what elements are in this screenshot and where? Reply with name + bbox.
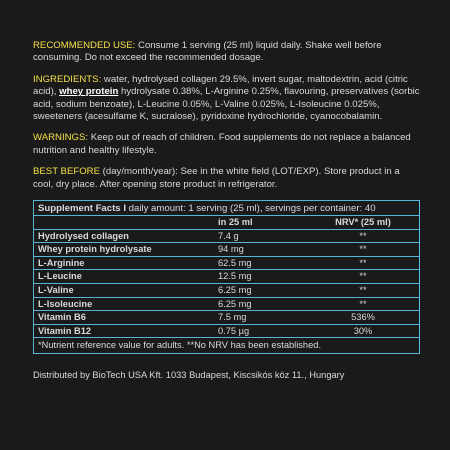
nutrient-amount: 6.25 mg	[218, 285, 252, 296]
best-before-label: BEST BEFORE	[33, 166, 100, 178]
nutrient-name: Vitamin B12	[38, 325, 92, 336]
column-header-amount: in 25 ml	[218, 217, 253, 228]
nutrient-amount: 62.5 mg	[218, 257, 252, 268]
facts-rows	[34, 230, 419, 339]
table-row	[34, 298, 419, 312]
table-row	[34, 243, 419, 257]
nutrient-nrv: **	[359, 257, 367, 268]
warnings	[33, 132, 420, 157]
column-header-nrv: NRV* (25 ml)	[335, 217, 391, 228]
recommended-use-label: RECOMMENDED USE:	[33, 40, 136, 51]
nutrient-nrv: **	[359, 285, 367, 296]
nutrient-name: Whey protein hydrolysate	[38, 244, 152, 255]
column-header-row	[34, 216, 419, 230]
supplement-facts-separator: I	[123, 203, 126, 215]
ingredients	[33, 74, 420, 124]
nutrient-name: L-Arginine	[38, 257, 85, 268]
table-row	[34, 270, 419, 284]
nutrient-amount: 7.4 g	[218, 230, 239, 241]
nutrient-nrv: 536%	[351, 312, 375, 323]
nutrient-amount: 12.5 mg	[218, 271, 252, 282]
nutrient-name: L-Leucine	[38, 271, 82, 282]
nutrient-amount: 7.5 mg	[218, 312, 247, 323]
nutrient-amount: 0.75 µg	[218, 325, 250, 336]
recommended-use-text: Consume 1 serving (25 ml) liquid daily. Shake well before consuming. Do not exceed the recommended dosage.	[33, 40, 382, 64]
ingredients-highlight: whey protein	[59, 86, 119, 98]
nutrient-nrv: **	[359, 244, 367, 255]
ingredients-text-after: hydrolysate 0.38%, L-Arginine 0.25%, flavouring, preservatives (sorbic acid, sodium benzoate), L-Leucine 0.05%, L-Valine 0.025%, L-Isoleucine 0.025%, sweeteners (acesulfame K, sucralose), pyridoxine hydrochloride, cyanocobalamin.	[33, 86, 420, 123]
nutrient-nrv: **	[359, 271, 367, 282]
nutrient-name: L-Isoleucine	[38, 298, 93, 309]
warnings-label: WARNINGS:	[33, 132, 89, 144]
distributor-info: Distributed by BioTech USA Kft. 1033 Budapest, Kiscsikós köz 11., Hungary	[33, 370, 345, 381]
ingredients-label: INGREDIENTS:	[33, 73, 102, 85]
nutrient-amount: 94 mg	[218, 244, 244, 255]
table-row	[34, 311, 419, 325]
nutrient-amount: 6.25 mg	[218, 298, 252, 309]
facts-footnote: *Nutrient reference value for adults. **No NRV has been established.	[38, 340, 322, 351]
column-header-name	[34, 216, 218, 229]
nutrient-nrv: **	[359, 298, 367, 309]
best-before-text: (day/month/year): See in the white field (LOT/EXP). Store product in a cool, dry place. After opening store product in refrigerator.	[33, 166, 400, 190]
ingredients-text-before: water, hydrolysed collagen 29.5%, invert sugar, maltodextrin, acid (citric acid),	[33, 73, 408, 98]
warnings-text: Keep out of reach of children. Food supplements do not replace a balanced nutrition and healthy lifestyle.	[33, 132, 411, 156]
supplement-facts-header	[34, 201, 419, 216]
nutrient-name: Hydrolysed collagen	[38, 230, 129, 241]
best-before	[33, 166, 420, 191]
nutrient-nrv: 30%	[353, 325, 373, 336]
supplement-facts-serving: daily amount: 1 serving (25 ml), servings per container: 40	[128, 203, 376, 215]
table-row	[34, 257, 419, 271]
table-row	[34, 230, 419, 244]
table-row	[34, 284, 419, 298]
nutrient-name: L-Valine	[38, 285, 74, 296]
table-row	[34, 325, 419, 339]
recommended-use	[33, 40, 420, 65]
nutrient-name: Vitamin B6	[38, 312, 86, 323]
supplement-facts-table	[33, 200, 420, 354]
nutrient-nrv: **	[359, 230, 367, 241]
supplement-facts-title: Supplement Facts	[38, 203, 121, 215]
